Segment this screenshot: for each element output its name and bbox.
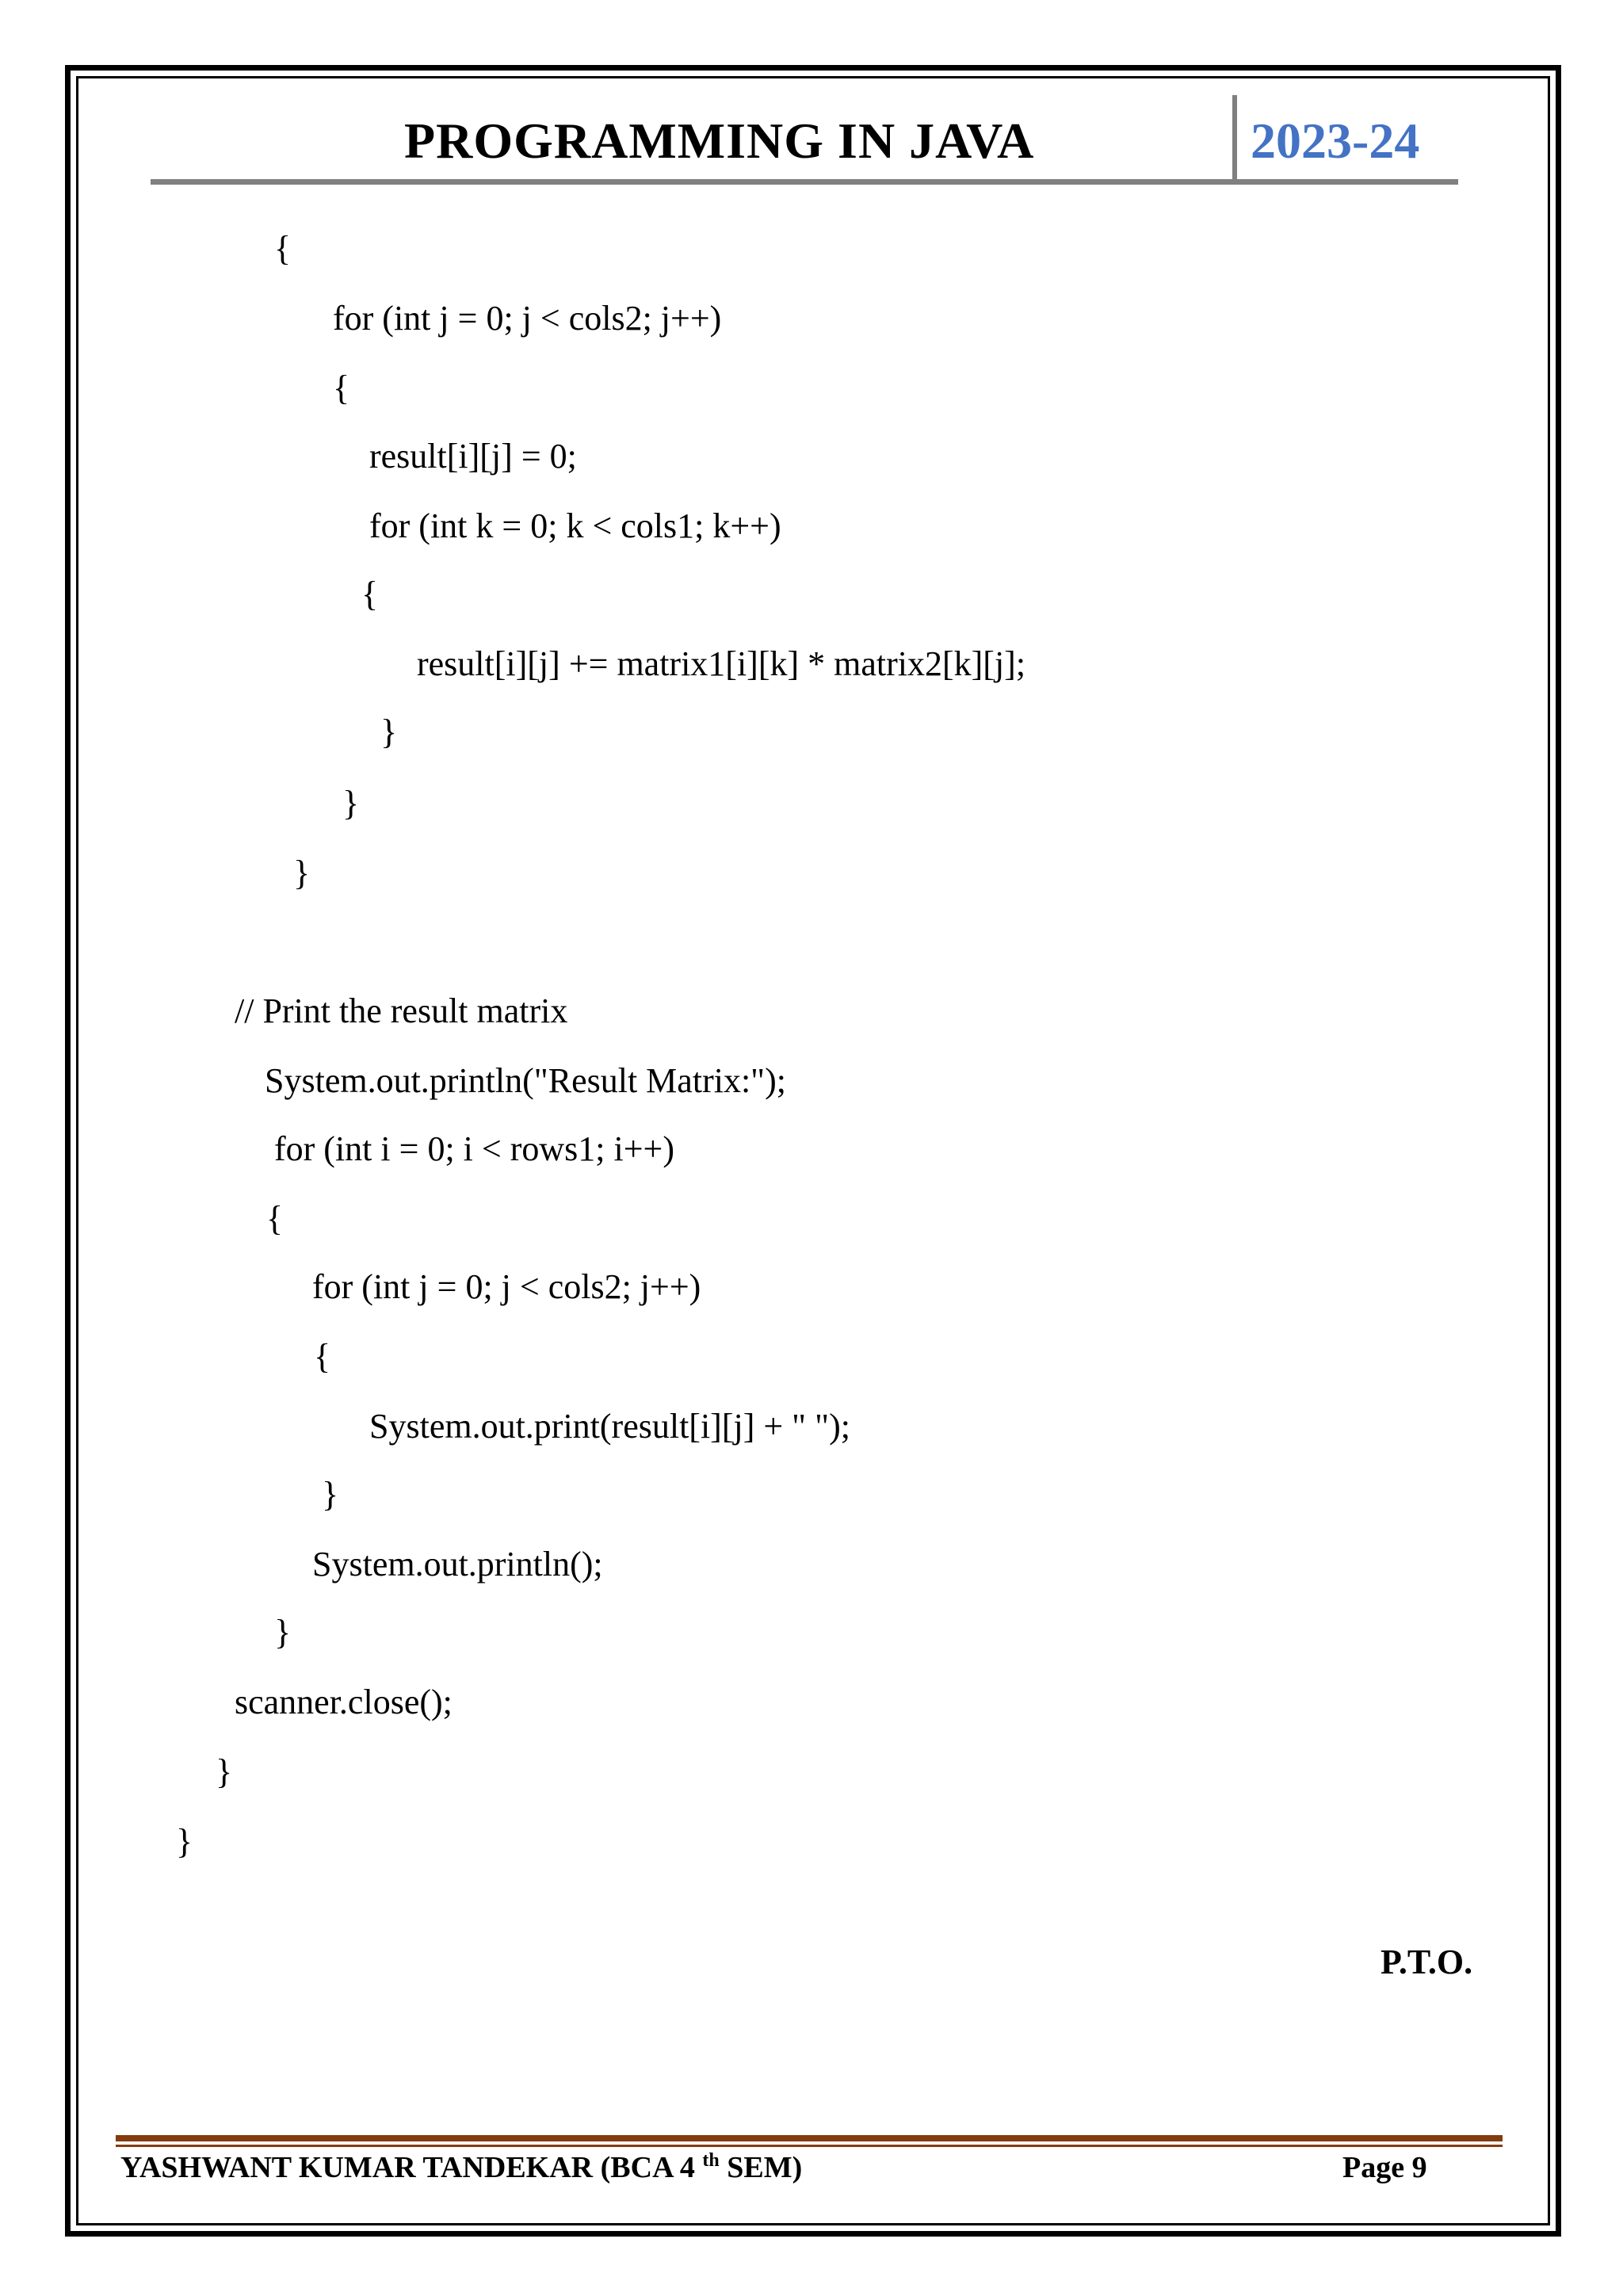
code-line: System.out.println("Result Matrix:");: [265, 1061, 787, 1100]
code-line: {: [314, 1337, 331, 1376]
footer-rule-thin: [116, 2145, 1503, 2147]
header-year: 2023-24: [1251, 113, 1420, 169]
code-line: result[i][j] += matrix1[i][k] * matrix2[k][j];: [417, 644, 1026, 683]
code-line: }: [322, 1475, 339, 1514]
code-line: // Print the result matrix: [235, 991, 568, 1030]
code-line: for (int j = 0; j < cols2; j++): [333, 299, 722, 338]
header-title: PROGRAMMING IN JAVA: [404, 113, 1035, 169]
code-line: }: [176, 1822, 193, 1861]
pto-label: P.T.O.: [1381, 1943, 1473, 1981]
code-line: for (int i = 0; i < rows1; i++): [274, 1129, 674, 1168]
code-line: System.out.print(result[i][j] + " ");: [369, 1407, 850, 1446]
footer-rule: [116, 2135, 1503, 2141]
code-line: }: [274, 1613, 292, 1652]
code-line: }: [380, 712, 398, 751]
footer-page-number: Page 9: [1342, 2151, 1427, 2184]
code-line: result[i][j] = 0;: [369, 437, 577, 476]
footer-author: [120, 2148, 802, 2187]
code-line: }: [342, 784, 360, 823]
header-rule: [151, 179, 1458, 185]
code-line: {: [266, 1199, 284, 1238]
code-line: }: [293, 854, 311, 892]
footer-author-prefix: YASHWANT KUMAR TANDEKAR (BCA 4: [120, 2151, 703, 2184]
code-line: {: [274, 229, 292, 268]
code-line: System.out.println();: [312, 1545, 603, 1584]
code-line: {: [333, 369, 350, 407]
code-line: scanner.close();: [235, 1683, 453, 1721]
code-line: for (int k = 0; k < cols1; k++): [369, 506, 781, 545]
footer-author-suffix: SEM): [719, 2151, 803, 2184]
code-line: }: [216, 1752, 233, 1791]
header-divider: [1232, 95, 1237, 184]
code-line: {: [361, 575, 379, 613]
code-line: for (int j = 0; j < cols2; j++): [312, 1267, 701, 1306]
footer-author-sup: th: [702, 2150, 720, 2171]
